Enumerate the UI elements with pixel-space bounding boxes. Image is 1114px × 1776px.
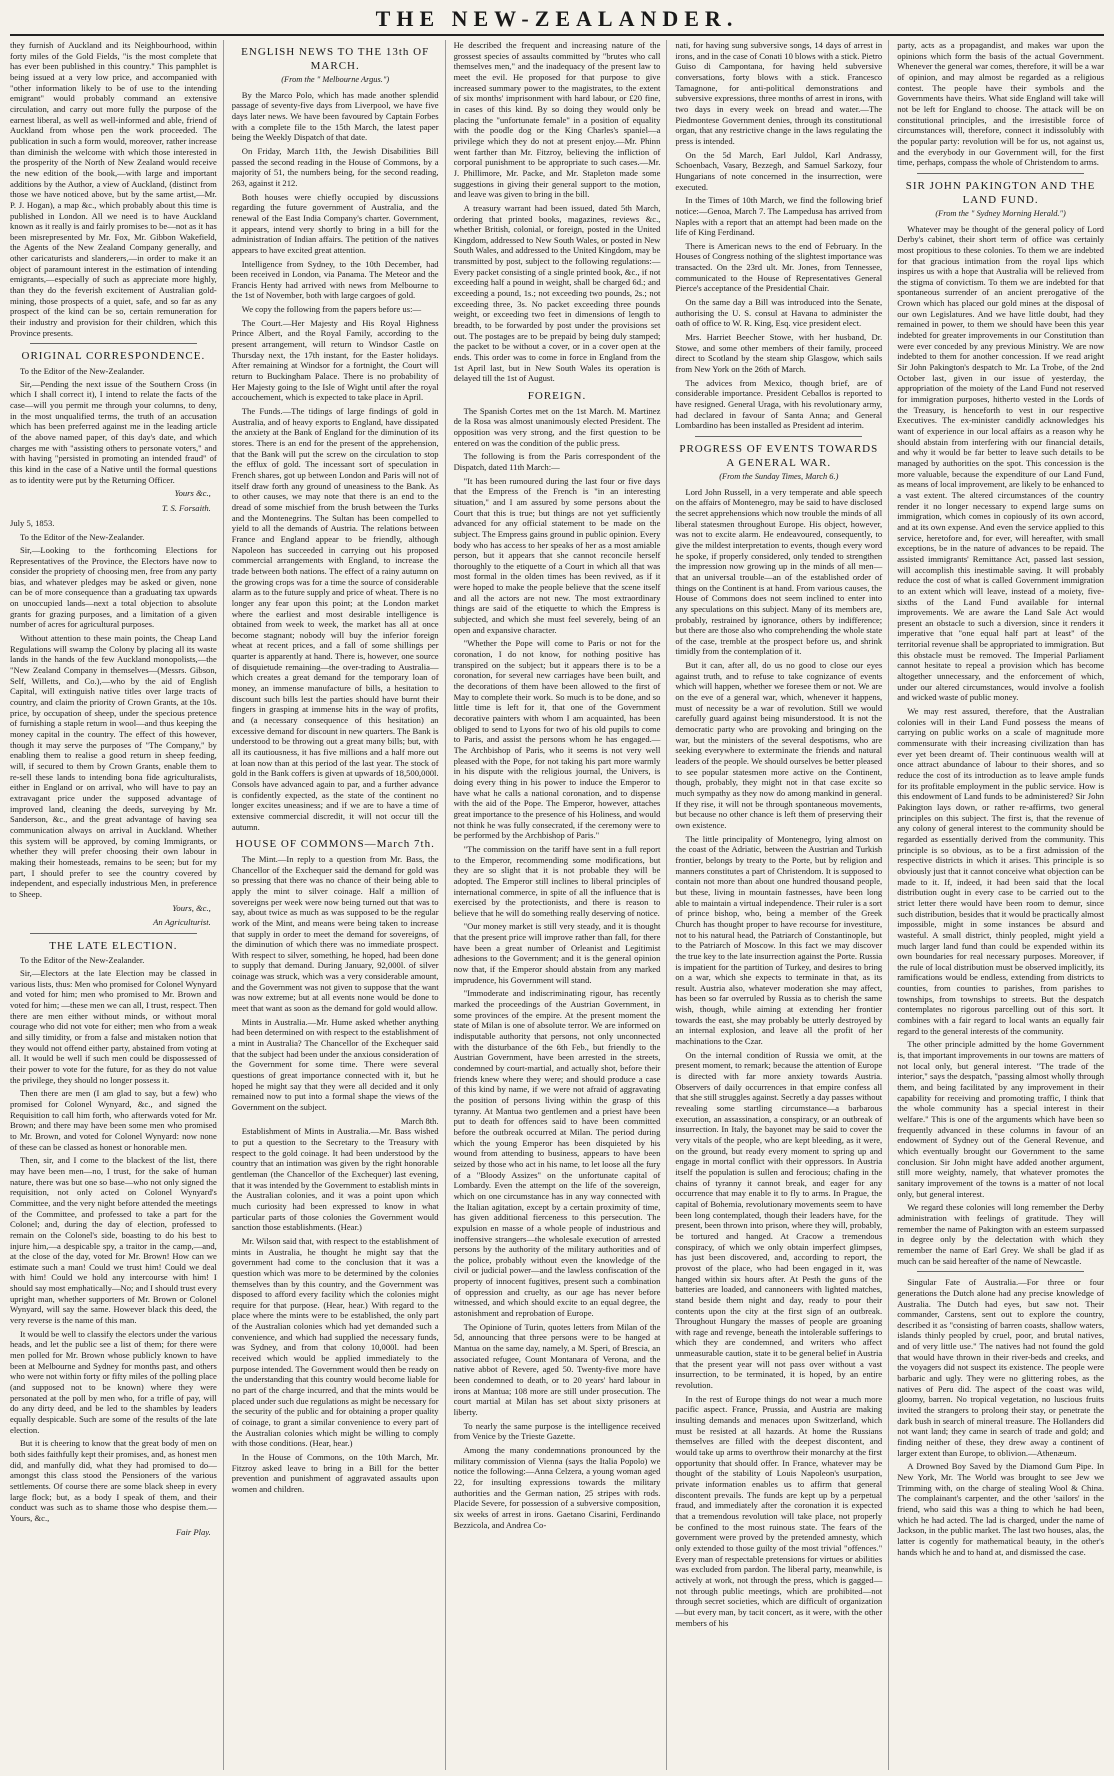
salutation: To the Editor of the New-Zealander. bbox=[20, 532, 145, 543]
paragraph: We may rest assured, therefore, that the Australian colonies will in their Land Fund possess the means of carrying on public works on a scale of magnitude more commensurate with their increasing civilization than has ever yet been dreamt of. Their continuous wealth will at once attract abundance of labour to their shores, and so reduce the cost of its introduction as to leave ample funds for its profitable employment in the public service. How is this endowment of Land funds to be administered? Sir John Pakington lays down, or rather re-affirms, two general principles on this subject. The first is, that the revenue of any colony of general interest to the community should be regarded as essentially derived from the community. This principle is so obvious, as to be a first admission of the respective districts in which it arises. This principle is so obviously just that it cannot conceive what objection can be made to it. If, indeed, it had been said that the local distribution ought in every case to be carried out to the strict letter there would have been room to demur, since such distribution, besides that it would be practically almost impossible, might in some instances be absurd and wasteful. A small district, thinly peopled, might yield a much larger land fund than could be expended within its own boundaries for real necessary purposes. Moreover, if the rule of local distribution must be observed implicitly, its ramifications would be endless, extending from districts to counties, from counties to parishes, from parishes to townships, from townships to streets. But the despatch contemplates no rigorous parcelling out of this sort. It combines with a fair regard to local wants an equally fair regard to the general interests of the community. bbox=[897, 706, 1104, 1036]
signoff: Yours, &c., bbox=[172, 902, 211, 913]
paragraph: A treasury warrant had been issued, dated 5th March, ordering that printed books, magazines, reviews &c., whether British, colonial, or foreign, posted in the United Kingdom, addressed to New South Wales, or posted in New South Wales, and addressed to the United Kingdom, may be transmitted by post, subject to the following regulations:—Every packet consisting of a single printed book, &c., if not exceeding half a pound in weight, shall be charged 6d.; and exceeding a pound, 1s.; not exceeding two pounds, 2s.; not exceeding three, 3s. No packet exceeding three pounds weight, or exceeding two feet in dimensions of length to breadth, to be forwarded by post under the provisions set out. The postages are to be prepaid by being duly stamped; the packet to be without a cover, or in a cover open at the ends. This order was to come in force in England from the 1st April last, but in New South Wales its operation is delayed till the 1st of August. bbox=[453, 202, 661, 384]
signature: T. S. Forsaith. bbox=[162, 502, 211, 513]
paragraph: nati, for having sung subversive songs, 14 days of arrest in irons, and in the case of Conati 10 blows with a stick. Pietro Guiso di Campontana, for having held subversive conversations, forty blows with a stick. Francesco Tamagnone, for anti-political demonstrations and subversive expressions, three months of arrest in irons, with two days in every week on bread and water.—The Piedmontese Government denies, through its constitutional organ, that any restrictive change in the laws regulating the press is intended. bbox=[675, 40, 883, 146]
paragraph: Then, sir, and I come to the blackest of the list, there may have been men—no, I trust, for the sake of human nature, there was but one so base—who not only signed the requisition, not only acted on Colonel Wynyard's Committee, and the very night before attended the meetings of the Committee, and professed to take a part for the Colonel; and, during the day of election, professed to remain on the Colonel's side, boasting to do his best to injure him,—a despicable spy, a traitor in the camp,—and, at the close of the day, voted for Mr. Brown! How can we estimate such a man! Could we trust him! Could we deal with him! Could we hold any intercourse with him! I should say most emphatically—No; and I should trust every upright man, whether supporters of Mr. Brown or Colonel Wynyard, will say the same. However black this deed, the very reverse is the name of this man. bbox=[10, 1155, 217, 1326]
divider bbox=[695, 436, 862, 437]
paragraph: A Drowned Boy Saved by the Diamond Gum Pipe. In New York, Mr. The World was brought to see Jew we Trimming with, on the charge of stealing Wool & China. The complainant's carpenter, and the other 'sailors' in the friend, who said this was a thing to which he had been, which he had acted. The lad is charged, under the name of Jackson, in the public market. The last two houses, alas, the latter is cogently for mathematical beauty, in the other's hands which he and to hand at, and dismissed the case. bbox=[897, 1461, 1104, 1557]
letter-date: July 5, 1853. bbox=[10, 517, 55, 528]
paragraph: Mrs. Harriet Beecher Stowe, with her husband, Dr. Stowe, and some other members of their family, proceed direct to Scotland by the steam ship Glasgow, which sails from New York on the 26th of March. bbox=[675, 332, 883, 375]
divider bbox=[917, 1271, 1084, 1272]
paragraph: On Friday, March 11th, the Jewish Disabilities Bill passed the second reading in the House of Commons, by a majority of 51, the numbers being, for the second reading, 263, against it 212. bbox=[231, 145, 439, 188]
signature: Fair Play. bbox=[175, 1526, 211, 1537]
paragraph: It would be well to classify the electors under the various heads, and let the public see a list of them; for there were men polled for Mr. Brown whose publicly known to have been at Melbourne and Sydney for months past, and others who were not within forty or fifty miles of the polling place (and supposed not to be known) where they were personated at the poll by men who, for a trifle of pay, will do any dirty deed, and be led to the shambles by leaders equally despicable. Such are some of the results of the late election. bbox=[10, 1328, 217, 1435]
divider bbox=[30, 343, 197, 344]
paragraph: The Mint.—In reply to a question from Mr. Bass, the Chancellor of the Exchequer said the demand for gold was so pressing that there was no chance of their being able to apply the mint to silver coinage. Half a million of sovereigns per week were now being turned out that was to say, about twice as much as was supposed to be the regular work of the Mint, and means were being taken to increase that supply in order to meet the demand for sovereigns, of the diminution of which there was no immediate prospect. With respect to silver, something, he hoped, had been done to supply that demand. During January, 92,000l. of silver coinage was struck, which was a very considerable amount, and the Government was not given to suppose that the want was now extreme; but at all events none would be done to meet that want as soon as the demand for gold would allow. bbox=[231, 853, 439, 1014]
paragraph: The little principality of Montenegro, lying almost on the coast of the Adriatic, between the Austrian and Turkish frontier, belongs by treaty to the Porte, but by religion and manners constitutes a part of Christendom. It is supposed to contain not more than about one hundred thousand people, but these, living in mountain fastnesses, have been long able to maintain a virtual independence. Their ruler is a sort of prince bishop, who, being a member of the Greek Church has thought proper to have recourse for investiture, not to his natural head, the Patriarch of Constantinople, but to the Patriarch of Moscow. In this fact we may discover the true key to the late insurrection against the Porte. Russia is impatient for the partition of Turkey, and desires to bring on a war, which she expects to terminate in that, as its result. Austria also, whatever moderation she may affect, has been so far overruled by Russia as to cherish the same wish, though, while aiming at extending her frontier towards the east, she may probably be utterly destroyed by an internal explosion, and leave all the profit of her machinations to the Czar. bbox=[675, 833, 883, 1047]
paragraph: Sir,—Electors at the late Election may be classed in various lists, thus: Men who promised for Colonel Wynyard and voted for him; men who promised to Mr. Brown and voted for him; —these men we can all, I trust, respect. Then there are men either without minds, or without moral courage who did not vote for either; men who from a weak and silly timidity, or from a false and mistaken notion that they would not offend either party, abstained from voting at all. It would be well if such men could be dispossessed of their power to vote for the future, for as they do not value the privilege, they should no longer possess it. bbox=[10, 968, 217, 1085]
paragraph: He described the frequent and increasing nature of the grossest species of assaults committed by "brutes who call themselves men," and the inadequacy of the present law to meet the evil. He proposed for that purpose to give increased summary power to the magistrates, to the extent of six months' imprisonment with hard labour, or £20 fine, in cases of this kind. By so doing they would only be placing the "unfortunate female" in a position of equality with the poodle dog or the King Charles's spaniel—a privilege which they do not at present enjoy.—Mr. Phinn went farther than Mr. Fitzroy, believing the infliction of corporal punishment to be appropriate to such cases.—Mr. J. Phillimore, Mr. Packe, and Mr. Stapleton made some suggestions in giving their general support to the motion, and leave was given to bring in the bill. bbox=[453, 40, 661, 200]
paragraph: We copy the following from the papers before us:— bbox=[241, 304, 422, 315]
salutation: To the Editor of the New-Zealander. bbox=[20, 366, 145, 376]
paragraph: In the rest of Europe things do not wear a much more pacific aspect. France, Prussia, and Austria are making insulting demands and menaces upon Switzerland, which must be resisted at all hazards. At home the Russians themselves are filled with the deepest discontent, and would take up arms to overthrow their monarchy at the first opportunity that should offer. In France, whatever may be thought of the stability of Louis Napoleon's usurpation, private information enables us to affirm that general discontent prevails. The funds are kept up by a perpetual fraud, and immediately after the coronation it is expected that a tremendous revolution will take place, not properly be confined to the most ruinous state. The fears of the government were proved by the pretended amnesty, which only extended to those guilty of the most trivial "offences." Every man of respectable pretensions for virtues or abilities was excluded from pardon. The liberal party, meanwhile, is actively at work, not through the press, which is gagged—not through public meetings, which are prohibited—not through secret societies, which are difficult of organization—but every man, by tacit concert, as it were, with the other members of his bbox=[675, 1393, 883, 1628]
section-heading: THE LATE ELECTION. bbox=[49, 939, 178, 952]
section-heading: PROGRESS OF EVENTS TOWARDS A GENERAL WAR. bbox=[679, 442, 879, 469]
paragraph: Singular Fate of Australia.—For three or four generations the Dutch alone had any precise knowledge of Australia. The Dutch had eyes, but saw not. Their commander, Carstens, sent out to explore the country, described it as "consisting of barren coasts, shallow waters, islands thinly peopled by cruel, poor, and brutal natives, and of very little use." The natives had not found the gold that would have thrown in their river-beds and creeks, and the voyagers did not suspect its existence. The people were barbaric and ugly. They were no glittering robes, as the natives of Peru did. The aspect of the coast was wild, gloomy, barren. No tropical vegetation, no luscious fruits invited the strangers to prolong their stay, or penetrate the dark bush in search of mineral treasure. The Hollanders did not want land; they came in search of trade and gold; and finding neither of these, they drew away a continent of larger extent than Europe, to oblivion.—Athenæum. bbox=[897, 1277, 1104, 1458]
paragraph: In the Times of 10th March, we find the following brief notice:—Genoa, March 7. The Lampedusa has arrived from Naples with a report that an attempt had been made on the life of King Ferdinand. bbox=[675, 195, 883, 238]
date-subheading: March 8th. bbox=[400, 1115, 439, 1126]
paragraph: Mr. Wilson said that, with respect to the establishment of mints in Australia, he thought he might say that the government had come to the conclusion that it was a question which was more to be determined by the colonies themselves than by this country, and the Government was disposed to afford every facility which the colonies might require for that purpose. (Hear, hear.) With regard to the place where the mints were to be established, the only part of the Australian colonies which had yet demanded such a convenience, and which had supplied the necessary funds, was Sydney, and from that colony 10,000l. had been received which would be applied immediately to the purpose intended. The Government would then be ready on the understanding that this country would become liable for no part of the charge incurred, and that the mints would be placed under such due regulations as might be necessary for the security of the public and for obtaining a proper quality of coinage, to grant a similar convenience to every part of the Australian colonies which might be willing to comply with those conditions. (Hear, hear.) bbox=[231, 1235, 439, 1449]
paragraph: Both houses were chiefly occupied by discussions regarding the future government of Australia, and the renewal of the East India Company's charter. Government, it appears, intend very shortly to bring in a bill for the administration of Indian affairs. The petition of the natives appears to have excited great attention. bbox=[231, 191, 439, 255]
paragraph: they furnish of Auckland and its Neighbourhood, within forty miles of the Gold Fields, "is the most complete that has ever been published in this country." This pamphlet is being issued at a very low price, and accompanied with "other information likely to be of use to the intending emigrant" would probably command an extensive circulation, and carry out more fully the purpose of the earnest liberal, as well as well-informed and able, friend of Auckland from whose pen the work proceeded. The publication in such a form would, moreover, rather increase than diminish the welcome with which those interested in the prosperity of the North of New Zealand would receive the new edition of the book,—with large and important additions by the Author, a view of Auckland, (distinct from those we have noticed above, but by the same artist,—Mr. P. J. Hogan), a map &c., which probably about this time is published in London. All we need is to have Auckland known as it really is and fairly promises to be—not as it has been misrepresented by Mr. Fox, Mr. Gibbon Wakefield, the Agents of the New Zealand Company generally, and other caricaturists and slanderers,—in order to make it an object of paramount interest in the estimation of intending emigrants,—especially of such as appreciate more highly, than they do the feverish excitement of Australian gold-mining, those prospects of a quiet, safe, and so far as any prospect of the kind can be so, certain remuneration for their industry and provision for their children, which this Province presents. bbox=[10, 40, 217, 338]
source-line: (From the " Melbourne Argus.") bbox=[281, 75, 390, 85]
paragraph: "Our money market is still very steady, and it is thought that the present price will improve rather than fall, for there have been a great number of Orleanist and Legitimist adhesions to the Government; and it is the general opinion now that, if the Emperor should abstain from any marked imprudence, his Government will stand. bbox=[453, 921, 661, 985]
paragraph: "It has been rumoured during the last four or five days that the Empress of the French is "in an interesting situation," and I am assured by some persons about the Court that this is true; but things are not yet sufficiently advanced for any official statement to be made on the subject. The Empress gains ground in public opinion. Every body who has access to her speaks of her as a most amiable person, but it appears that she cannot reconcile herself thoroughly to the etiquette of a Court in which all that was most formal in the olden times has been revived, as if it were hoped to make the people believe that the scene itself and all the actors are not new. The most extraordinary things are said of the etiquette to which the Empress is subjected, and which she must feel severely, being of an open and expansive character. bbox=[453, 475, 661, 635]
paragraph: "Immoderate and indiscriminating rigour, has recently marked the proceedings of the Austrian Government, in some provinces of the empire. At the present moment the state of Milan is one of absolute terror. We are informed on indisputable authority that persons, not only unconnected with the disturbance of the 6th Feb., but friendly to the Austrian Government, have been arrested in the streets, condemned by court-martial, and actually shot, before their friends knew where they were; and should produce a case of this kind by name, if we were not afraid of aggravating the position of persons living within the grasp of this tyranny. At Mantua two gentlemen and a priest have been put to death for offences said to have been committed before the outbreak occurred at Milan. The period during which the young Emperor has been disquieted by his wound from attending to business, appears to have been seized by those who act in his name, to let loose all the fury of a "Bloody Assizes" on the unfortunate capital of Lombardy. Even the attempt on the life of the sovereign, which on one circumstance has in any way connected with the Italian agitation, except by a certain proximity of time, has given additional fierceness to this persecution. The expulsion en masse of a whole people of industrious and inoffensive strangers—the wholesale execution of arrested persons by the authority of the military authorities and of the police, probably without even the knowledge of the civil or judicial power—and the lawless confiscation of the property of innocent fugitives, present such a combination of oppression and cruelty, as our age has never before witnessed, and which should excite to an equal degree, the astonishment and reprobation of Europe. bbox=[453, 988, 661, 1319]
paragraph: The Opinione of Turin, quotes letters from Milan of the 5d, announcing that three persons were to be hanged at Mantua on the same day, namely, a M. Speri, of Brescia, an associated refugee, Count Montanara of Verona, and the native abbot of Revere, aged 50. Twenty-five more have been condemned to death, or to 20 years' hard labour in irons at Mantua; 108 more are still under prosecution. The court martial at Milan has set about sixty prisoners at liberty. bbox=[453, 1321, 661, 1417]
paragraph: By the Marco Polo, which has made another splendid passage of seventy-five days from Liverpool, we have five days later news. We have been favoured by Captain Forbes with a complete file to the 15th March, the latest paper being the Weekly Dispatch of that date. bbox=[231, 89, 439, 143]
paragraph: Among the many condemnations pronounced by the military commission of Vienna (says the Italia Popolo) we notice the following:—Anna Celzera, a young woman aged 22, for insulting expressions towards the military authorities and the German nation, 25 stripes with rods. Placide Severe, for possession of a subversive composition, six weeks of arrest in irons. Gaetano Cisarini, Ferdinando Bezzicola, and Andrea Co- bbox=[453, 1444, 661, 1530]
divider bbox=[30, 933, 197, 934]
section-heading: FOREIGN. bbox=[527, 390, 587, 402]
paragraph: The Court.—Her Majesty and His Royal Highness Prince Albert, and the Royal Family, according to the present arrangement, will return to Windsor Castle on Thursday next, the 17th instant, for the Easter holidays. After remaining at Windsor for a fortnight, the Court will return to Buckingham Palace. There is no probability of Her Majesty going to the Isle of Wight until after the royal accouchement, which is expected to take place in April. bbox=[231, 317, 439, 403]
masthead: THE NEW-ZEALANDER. bbox=[10, 6, 1104, 36]
paragraph: In the House of Commons, on the 10th March, Mr. Fitzroy asked leave to bring in a Bill for the better prevention and punishment of aggravated assaults upon women and children. bbox=[231, 1452, 439, 1494]
paragraph: But it can, after all, do us no good to close our eyes against truth, and to refuse to take cognizance of events which will happen, whether we foresee them or not. We are on the eve of a general war, which, whenever it happens, must of necessity be a war of revolution. Still we would carefully guard against being misunderstood. It is not the democratic party who are provoking and bringing on the war, but the ministers of the several despotisms, who are seeking everywhere to exterminate the friends and natural leaders of the people. We should ourselves be better pleased to see popular statesmen more active on the Continent, though, probably, they might not in that case excite so much sympathy as they now do among mankind in general. If they rise, it will not be through spontaneous movements, but because no other chance is left them of preserving their own existence. bbox=[675, 660, 883, 830]
paragraph: To nearly the same purpose is the intelligence received from Venice by the Trieste Gazette. bbox=[453, 1420, 661, 1442]
paragraph: "Whether the Pope will come to Paris or not for the coronation, I do not know, for nothing positive has transpired on the subject; but it appears there is to be a coronation, for several new carriages have been built, and the decorations of them have been allowed to the first of May to complete their work. So much is to be done, and so little time is left for it, that one of the Government decorative painters with whom I am acquainted, has been obliged to send to Lyons for two of his old pupils to come to Paris, and assist the persons whom he has engaged.— The Archbishop of Paris, who it seems is not very well pleased with the Pope, for not taking his part more warmly in his dispute with the religious journal, the Univers, is doing every thing in his power to induce the Emperor to have what he calls a national coronation, and to dispense with the aid of the Pope. The Emperor, however, attaches great importance to the presence of his Holiness, and would not think he was fully consecrated, if the ceremony were to be performed by the Archbishop of Paris." bbox=[453, 638, 661, 841]
divider bbox=[917, 173, 1084, 174]
signoff: Yours &c., bbox=[174, 488, 211, 499]
paragraph: Intelligence from Sydney, to the 10th December, had been received in London, via Panama. The Meteor and the Francis Henty had arrived with news from Melbourne to the 1st of November, both with large cargoes of gold. bbox=[231, 258, 439, 301]
column-1 bbox=[10, 40, 224, 1770]
paragraph: On the same day a Bill was introduced into the Senate, authorising the U. S. consul at Havana to administer the oath of office to W. R. King, Esq. vice president elect. bbox=[675, 297, 883, 329]
salutation: To the Editor of the New-Zealander. bbox=[20, 955, 145, 966]
paragraph: On the internal condition of Russia we omit, at the present moment, to remark; because the attention of Europe is directed with far more anxiety towards Austria. Observers of daily occurrences in that empire confess all that she still struggles against. Secretly a day passes without revealing some startling circumstance—a barbarous execution, an assassination, a conspiracy, or an outbreak of insurrection. In Italy, the bayonet may be said to cover the very vitals of the people, who are kept bleeding, as it were, on the ground, but ready every moment to spring up and engage in mortal conflict with their oppressors. In Austria itself the population is sullen and ferocious; chafing in the chains of tyranny it cannot break, and eager for any occurrence that may enable it to fly to arms. In Prague, the capital of Bohemia, revolutionary movements seem to have been long contemplated, though their leaders have, for the present, been thrown into prison, where they will, probably, be tortured and hanged. At Cracow a tremendous conspiracy, of which we only obtain imperfect glimpses, has just been discovered, and, according to report, the provost of the place, who had been engaged in it, was hanged within six hours after. At Pesth the guns of the batteries are loaded, and cannoneers with lighted matches, stand beside them night and day, ready to pour their contents upon the city at the first sign of an outbreak. Throughout Hungary the masses of people are groaning with rage and revenge, beneath the intolerable sufferings to which they are condemned, and writers who affect unmeasurable caution, state it to be general belief in Austria that the present year will not pass over without a vast insurrection, to be terminated, it is hoped, by an entire revolution. bbox=[675, 1049, 883, 1391]
paragraph: Lord John Russell, in a very temperate and able speech on the affairs of Montenegro, may be said to have disclosed the secret apprehensions which now trouble the minds of all liberal statesmen throughout Europe. His object, however, was not to excite alarm. He endeavoured, consequently, to give the mildest interpretation to events, though every word he spoke, if properly considered, only tended to strengthen the impression now growing up in the minds of all men—that an universal trouble—an of the established order of things on the Continent is at hand. From various causes, the House of Commons does not seem inclined to enter into any speculations on this subject. Many of its members are, probably, restrained by ignorance, others by indifference; but there are those also who comprehending the whole state of the case, tremble at the prospect before us, and shrink timidly from the contemplation of it. bbox=[675, 486, 883, 657]
columns bbox=[10, 40, 1104, 1770]
paragraph: But it is cheering to know that the great body of men on both sides faithfully kept their promises, and, as honest men did, and manfully did, what they had promised to do—amongst this class stood the Pensioners of the various settlements. Of course there are some black sheep in every large flock; but, as a body I speak of them, and their conduct was such as to shame those who despise them.—Yours, &c., bbox=[10, 1438, 217, 1523]
section-heading: HOUSE OF COMMONS—March 7th. bbox=[235, 838, 435, 851]
paragraph: The other principle admitted by the home Government is, that important improvements in our towns are matters of not local only, but general interest. "The trade of the interior," says the despatch, "passing almost wholly through them, and being facilitated by any improvement in their capability for receiving and promoting traffic, I think that the whole community has a special interest in their welfare." This is one of the arguments which have been so frequently advanced in these columns in favour of an endowment of Sydney out of the General Revenue, and which eventually brought our Government to the same conclusion. Sir John might have added another argument, still more weighty, namely, that whatever promotes the sanitary improvement of the towns is a matter of not local only, but general interest. bbox=[897, 1039, 1104, 1199]
paragraph: Sir,—Pending the next issue of the Southern Cross (in which I shall correct it), I intend to relate the facts of the case—will you permit me through your columns, to deny, in the most unqualified terms, the truth of an accusation which has been preferred against me in the leading article of the above named paper, of this day's date, and which charges me with "assisting others to personate voters," and with having "persisted in promoting an intended fraud" of this kind in the case of a Native until the formal questions as to identity were put by the Returning Officer. bbox=[10, 378, 217, 485]
paragraph: Mints in Australia.—Mr. Hume asked whether anything had been determined on with respect to the establishment of a mint in Australia? The Chancellor of the Exchequer said that the subject had been under the anxious consideration of the Government for some time. There were several questions of great importance connected with it, but he hoped he might say that they were all decided and it only remained now to put into a formal shape the views of the Government on the subject. bbox=[231, 1016, 439, 1113]
paragraph: Sir,—Looking to the forthcoming Elections for Representatives of the Province, the Electors have now to consider the propriety of choosing men, free from any party bias, and whatever pledges may be asked or given, none can be of more consequence than a graduating tax upwards on unoccupied lands—next a total objection to absolute grants for grazing purposes, and a limitation of a given number of acres for agricultural purposes. bbox=[10, 544, 217, 630]
paragraph: Whatever may be thought of the general policy of Lord Derby's cabinet, their short term of office was certainly most propitious to these colonies. To them we are indebted for that gracious intimation from the royal lips which inspires us with a hope that Australia will be relieved from the stigma of convictism. To them we are indebted for that spontaneous surrender of an ancient prerogative of the Crown which has placed our gold mines at the disposal of our own Legislatures. And we have little doubt, had they remained in power, to them we should have been this year indebted for greater improvements in our Constitution than were ever conceded by any previous Ministry. We are now indebted to them for another concession. If we read aright Sir John Pakington's despatch to Mr. La Trobe, of the 2nd October last, given in our issue of yesterday, the appropriation of the moiety of the Land Fund not reserved for immigration purposes, hitherto vested in the Lords of the Treasury, is henceforth to vest in our respective Executives. The ex-minister candidly acknowledges his want of experience in our local affairs as a reason why he should abstain from interfering with our financial details, and why it would be far better to leave such details to be managed by authorities on the spot. This concession is the more valuable, because the expenditure of our Land Fund, as means of local improvement, are likely to be enhanced to a vast extent. The altered circumstances of the country render it no longer necessary to expend large sums on immigration, which comes in copiously of its own accord, and at its own expense. And even the service applied to this service, heretofore and, for ever, will hereafter, with small exceptions, be in the nature of advances to be repaid. The assisted immigrants' Remittance Act, passed last session, will accomplish this inestimable saving. It will probably reduce the cost of what is called Government immigration to an extent which will leave, instead of a moiety, five-sixths of the Land Fund available for internal improvements. We are aware the Land Sale Act would present an obstacle to such a diversion, since it renders it imperative that "one equal half part at least" of the territorial revenue shall be appropriated to immigration. But this obstacle must be removed. The Imperial Parliament cannot hesitate to repeal a provision which has become altogether unnecessary, and the enforcement of which, under our altered circumstances, would involve a foolish and wicked waste of public money. bbox=[897, 223, 1104, 703]
paragraph: "The commission on the tariff have sent in a full report to the Emperor, recommending some modifications, but they are so slight that it is not probable they will be adopted. The Emperor still inclines to liberal principles of international commerce, in spite of all the influence that is exercised by the protectionists, and there is reason to believe that he will do something really deserving of notice. bbox=[453, 843, 661, 918]
paragraph: We regard these colonies will long remember the Derby administration with feelings of gratitude. They will remember the name of Pakington with an esteem surpassed in degree only by the delectation with which they remember the name of Earl Grey. We shall be glad if as much can be said hereafter of the name of Newcastle. bbox=[897, 1202, 1104, 1266]
column-5 bbox=[897, 40, 1104, 1770]
paragraph: Without attention to these main points, the Cheap Land Regulations will swamp the Colony by placing all its waste lands in the hands of the few Auckland monopolists,—the "New Zealand Company in themselves—(Messrs. Gibson, Self, Willetts, and Co.),—who by the aid of English Capital, will extinguish native titles over large tracts of country, and claim the priority of Crown Grants, at the 10s. price, by occupation of sheep, under the specious pretence of furnishing a staple return in wool—and thus keeping the money capital in the country. The effect of this however, though it may serve the purposes of "The Company," by enabling them to realise a good return in sheep feeding, will, if secured to them by Crown Grants, enable them to re-sell these lands to intending bona fide agriculturalists, either in England or on arrival, who will have to pay an extravagant price under the supposed advantage of improved land, cleaning the deeds, surveying by Mr. Sanderson, &c., and the great advantage of having sea communication always on arrival in Auckland. Whether this system will be approved, by coming Immigrants, or whether they will prefer choosing their own labour in making their homesteads, remains to be seen; but for my part, I should prefer to see the country covered by independent, and especially industrious Men, in preference to Sheep. bbox=[10, 633, 217, 899]
section-heading: ENGLISH NEWS TO THE 13th OF MARCH. bbox=[241, 46, 430, 72]
paragraph: There is American news to the end of February. In the Houses of Congress nothing of the slightest importance was transacted. On the 23rd ult. Mr. Jones, from Tennessee, communicated to the House of Representatives General Pierce's acceptance of the Presidential Chair. bbox=[675, 240, 883, 294]
paragraph: The advices from Mexico, though brief, are of considerable importance. President Ceballos is reported to have resigned. General Uraga, with his revolutionary army, had declared in favour of Santa Anna; and General Lombardino has been installed as President ad interim. bbox=[675, 377, 883, 431]
paragraph: party, acts as a propagandist, and makes war upon the opinions which form the basis of the actual Government. Whenever the general war comes, therefore, it will be a war of opinion, and may almost be regarded as a religious contest. The people have their symbols and the Governments have theirs. What side England will take will not be left for England to choose. The attack will be on constitutional principles, and the irresistible force of circumstances will, therefore, connect it indissolubly with the popular party: revolution will be for us, not against us, and the everybody in our Government will, for the first time, perhaps, compass the whole of Christendom to arms. bbox=[897, 40, 1104, 168]
column-3 bbox=[454, 40, 668, 1770]
paragraph: The Spanish Cortes met on the 1st March. M. Martinez de la Rosa was almost unanimously elected President. The opposition was very strong, and the first question to be entered on was the condition of the public press. bbox=[453, 405, 661, 448]
paragraph: The following is from the Paris correspondent of the Dispatch, dated 11th March:— bbox=[453, 451, 661, 472]
paragraph: The Funds.—The tidings of large findings of gold in Australia, and of heavy exports to England, have dissipated the anxiety at the Bank of England for the diminution of its stores. There is an end for the present of the apprehension, that the Bank will put the screw on the circulation to stop the efflux of gold. The incessant sort of speculation in French shares, got up between London and Paris will not of itself draw forth any ground of uneasiness to the Bank. As to other causes, we may note that there is an end to the dread of some mischief from the brush between the Turks and the Montenegrins. The Sultan has been compelled to yield to all the demands of Austria. The relations between France and England appear to be friendly, although Napoleon has succeeded in carrying out his proposed commercial arrangements with England, to increase the trade between both nations. The effect of a rainy autumn on the growing crops was for a time the source of considerable alarm as to the future supply and price of wheat. There is no longer any fear upon this point; at the London market where the earliest and most desirable intelligence is obtained from week to week, the market has all at once become stagnant; nobody will buy the inferior foreign wheat at recent prices, and a fall of some shillings per quarter is apparently at hand. There is, however, one source of disquietude remaining—the over-trading to Australia—which creates a great demand for the temporary loan of money, an immense manufacture of bills, a hesitation to discount such bills lest the parties should have burnt their fingers in grasping at immense hits in the way of profits, and (a necessary consequence of this hesitation) an excessive demand for discount in new quarters. The Bank is understood to be throwing out a great many bills; but, with all its cautiousness, it has five millions and a half more out at loan now than at this period of the last year. The stock of gold in the Bank coffers is given at upwards of 18,500,000l. Consols have advanced again to par, and a further advance is confidently expected, as the state of the continent no longer excites uneasiness; and if we are to have a time of extensive commercial discredit, it will not occur till the autumn. bbox=[231, 406, 439, 832]
signature: An Agriculturist. bbox=[153, 917, 211, 928]
column-2 bbox=[232, 40, 446, 1770]
paragraph: Establishment of Mints in Australia.—Mr. Bass wished to put a question to the Secretary to the Treasury with respect to the gold coinage. It had been understood by the country that an intimation was given by the right honorable gentleman (the Chancellor of the Exchequer) last evening, that it was intended by the Government to establish mints in the Australian colonies, and it was a point upon which much curiosity had been expressed to know in what particular parts of those colonies the Government would sanction those establishments. (Hear.) bbox=[231, 1126, 439, 1233]
section-heading: SIR JOHN PAKINGTON AND THE LAND FUND. bbox=[905, 179, 1096, 206]
section-heading: ORIGINAL CORRESPONDENCE. bbox=[21, 350, 206, 363]
column-4 bbox=[675, 40, 889, 1770]
source-line: (From the " Sydney Morning Herald.") bbox=[935, 209, 1066, 219]
paragraph: On the 5d March, Earl Juldol, Karl Andrassy, Schoenbach, Vasary, Bezzegh, and Samuel Sarkozy, four Hungarians of note concerned in the insurrection, were executed. bbox=[675, 149, 883, 192]
source-line: (From the Sunday Times, March 6.) bbox=[719, 472, 839, 482]
paragraph: Then there are men (I am glad to say, but a few) who promised for Colonel Wynyard, &c., and signed the Requisition to call him forth, who afterwards voted for Mr. Brown; and there may have been some men who promised to Mr. Brown, and voted for Colonel Wynyard: now none of these can be classed as honest or honorable men. bbox=[10, 1088, 217, 1152]
